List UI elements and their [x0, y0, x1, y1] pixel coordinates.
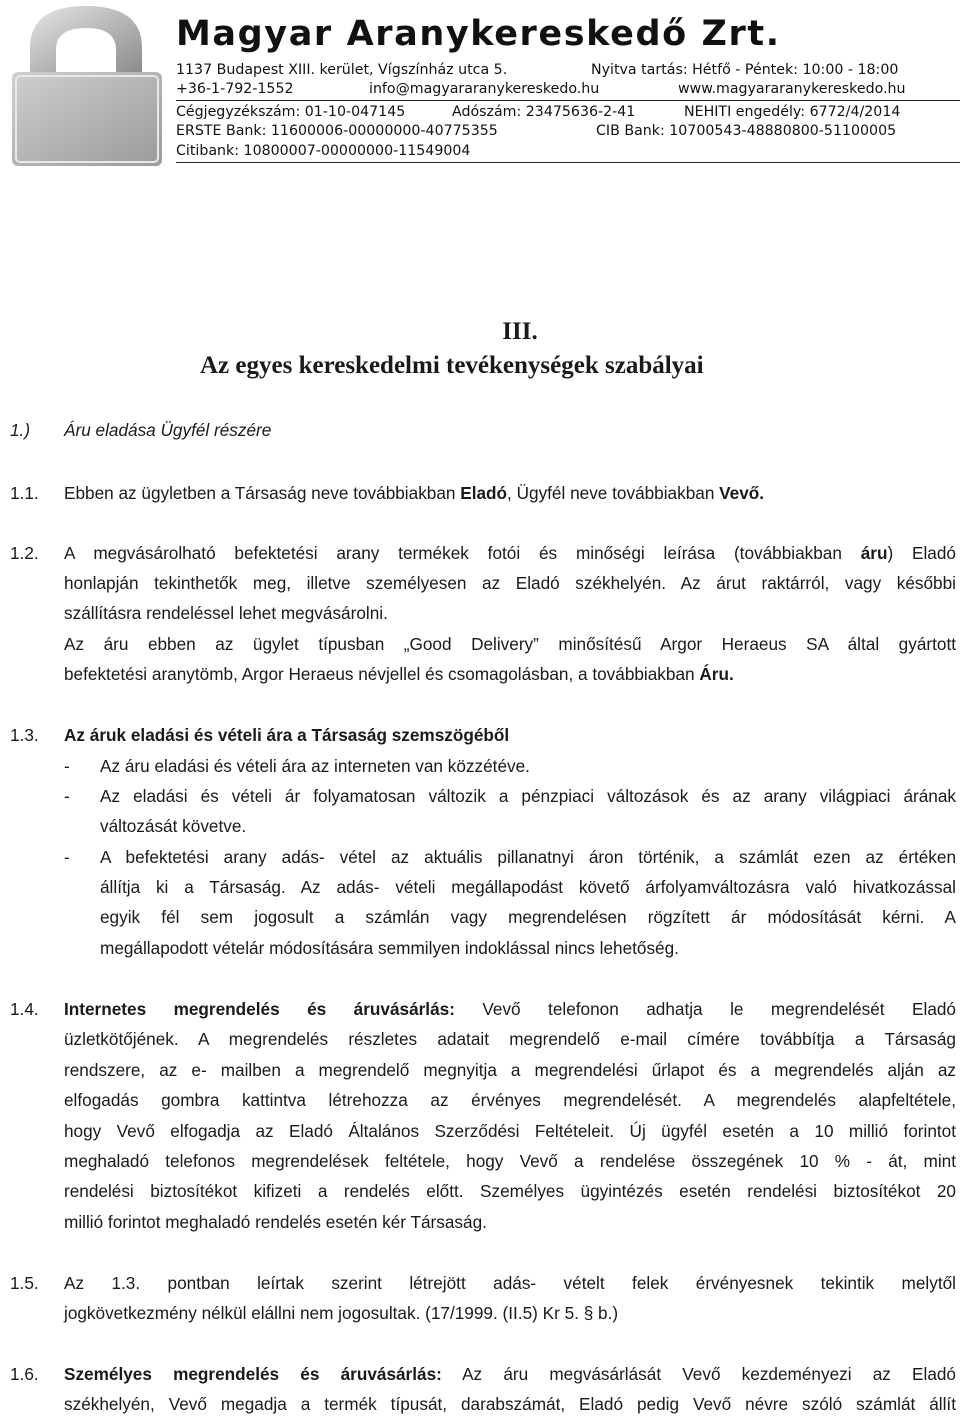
paragraph-1-4-line: [64, 994, 956, 1024]
paragraph-1-4-line: millió forintot meghaladó rendelés esetén kér Társaság.: [64, 1212, 487, 1232]
bullet-item-line: állítja ki a Társaság. Az adás- vételi megállapodást követő árfolyamváltozásra való hivatkozással: [100, 877, 956, 897]
letterhead-row-registration: [176, 104, 936, 124]
bold-term: Eladó: [460, 483, 508, 503]
paragraph-1-4-line: rendszere, az e- mailben a megrendelő megnyitja a megrendelési űrlapot és a megrendelés alján az: [64, 1060, 956, 1080]
email-link[interactable]: info@magyararanykereskedo.hu: [369, 81, 600, 97]
tax-number: Adószám: 23475636-2-41: [452, 104, 636, 120]
letterhead-row-banks: [176, 123, 936, 143]
text: , Ügyfél neve továbbiakban: [507, 483, 720, 503]
bullet-item-line: megállapodott vételár módosítására semmilyen indoklással nincs lehetőség.: [100, 938, 679, 958]
opening-hours: Nyitva tartás: Hétfő - Péntek: 10:00 - 18:00: [591, 62, 899, 78]
padlock-logo-icon: [2, 0, 172, 168]
bullet-item-line: egyik fél sem jogosult a számlán vagy megrendelésen rögzített ár módosítását kérni. A: [100, 907, 956, 927]
bullet-item-line: A befektetési arany adás- vétel az aktuális pillanatnyi áron történik, a számlát ezen az értéken: [100, 847, 956, 867]
cib-bank: CIB Bank: 10700543-48880800-51100005: [596, 123, 897, 139]
bullet-dash: -: [64, 847, 70, 867]
letterhead-divider: [176, 100, 960, 101]
text: befektetési aranytömb, Argor Heraeus névjellel és csomagolásban, a továbbiakban: [64, 664, 700, 684]
paragraph-1-4-line: meghaladó telefonos megrendelések feltétele, hogy Vevő a rendelése összegének 10 % - át, mint: [64, 1151, 956, 1171]
paragraph-1-5-line: Az 1.3. pontban leírtak szerint létrejött adás- vételt felek érvényesnek tekintik melytől: [64, 1273, 956, 1293]
address: 1137 Budapest XIII. kerület, Vígszínház utca 5.: [176, 62, 508, 78]
bold-term: áru: [860, 543, 888, 563]
bullet-item-line: változását követve.: [100, 816, 247, 836]
nehiti-license: NEHITI engedély: 6772/4/2014: [684, 104, 901, 120]
paragraph-1-3-heading: Az áruk eladási és vételi ára a Társaság szemszögéből: [64, 725, 510, 745]
paragraph-1-4-line: elfogadás gombra kattintva létrehozza az érvényes megrendelését. A megrendelés alapfeltétele,: [64, 1090, 956, 1110]
bullet-item-line: Az eladási és vételi ár folyamatosan változik a pénzpiaci változások és az arany világpiaci árának: [100, 786, 956, 806]
text: Vevő telefonon adhatja le megrendelését Eladó: [454, 999, 956, 1019]
section-1-number: 1.): [10, 420, 31, 440]
text: A megvásárolható befektetési arany termékek fotói és minőségi leírása (továbbiakban: [64, 543, 861, 563]
letterhead: [0, 0, 960, 170]
paragraph-1-6-line: [64, 1359, 956, 1389]
text: ) Eladó: [887, 543, 956, 563]
chapter-number: III.: [502, 318, 538, 345]
paragraph-number: 1.3.: [10, 725, 39, 745]
paragraph-1-4-line: hogy Vevő elfogadja az Eladó Általános Szerződési Feltételeit. Új ügyfél esetén a 10 millió forintot: [64, 1121, 956, 1141]
paragraph-number: 1.4.: [10, 999, 39, 1019]
text: Ebben az ügyletben a Társaság neve továbbiakban: [64, 483, 461, 503]
paragraph-1-4-line: üzletkötőjének. A megrendelés részletes adatait megrendelő e-mail címére továbbítja a Társaság: [64, 1029, 956, 1049]
bold-term: Áru.: [699, 664, 734, 684]
paragraph-number: 1.2.: [10, 543, 39, 563]
paragraph-1-4-line: rendelési biztosítékot kifizeti a rendelés előtt. Személyes ügyintézés esetén rendelési biztosítékot 20: [64, 1181, 956, 1201]
bullet-dash: -: [64, 786, 70, 806]
paragraph-number: 1.5.: [10, 1273, 39, 1293]
website-link[interactable]: www.magyararanykereskedo.hu: [678, 81, 906, 97]
phone: +36-1-792-1552: [176, 81, 294, 97]
company-name: Magyar Aranykereskedő Zrt.: [176, 14, 781, 54]
letterhead-row-address: [176, 62, 936, 82]
paragraph-1-1: [64, 478, 954, 508]
bold-term: Internetes megrendelés és áruvásárlás:: [64, 999, 455, 1019]
chapter-title: Az egyes kereskedelmi tevékenységek szabályai: [200, 352, 704, 379]
paragraph-number: 1.1.: [10, 483, 39, 503]
registration-number: Cégjegyzékszám: 01-10-047145: [176, 104, 406, 120]
paragraph-1-2-line: szállításra rendeléssel lehet megvásárolni.: [64, 603, 388, 623]
paragraph-1-6-line: székhelyén, Vevő megadja a termék típusát, darabszámát, Eladó pedig Vevő névre szóló számlát állít: [64, 1394, 956, 1414]
paragraph-1-2-line: Az áru ebben az ügylet típusban „Good Delivery” minősítésű Argor Heraeus SA által gyártott: [64, 634, 956, 654]
section-1-title: Áru eladása Ügyfél részére: [64, 420, 272, 440]
erste-bank: ERSTE Bank: 11600006-00000000-40775355: [176, 123, 498, 139]
letterhead-row-citibank: [176, 143, 936, 163]
letterhead-bottom-divider: [176, 162, 960, 163]
citibank: Citibank: 10800007-00000000-11549004: [176, 143, 471, 159]
paragraph-1-5-line: jogkövetkezmény nélkül elállni nem jogosultak. (17/1999. (II.5) Kr 5. § b.): [64, 1303, 619, 1323]
bold-term: Vevő.: [719, 483, 765, 503]
bullet-dash: -: [64, 756, 70, 776]
paragraph-1-2-line: [64, 659, 956, 689]
paragraph-1-2-line: [64, 538, 956, 568]
letterhead-row-contact: [176, 81, 936, 101]
paragraph-number: 1.6.: [10, 1364, 39, 1384]
bold-term: Személyes megrendelés és áruvásárlás:: [64, 1364, 442, 1384]
paragraph-1-2-line: honlapján tekinthetők meg, illetve személyesen az Eladó székhelyén. Az árut raktárról, vagy későbbi: [64, 573, 956, 593]
text: Az áru megvásárlását Vevő kezdeményezi az Eladó: [441, 1364, 956, 1384]
bullet-item: Az áru eladási és vételi ára az interneten van közzétéve.: [100, 756, 530, 776]
